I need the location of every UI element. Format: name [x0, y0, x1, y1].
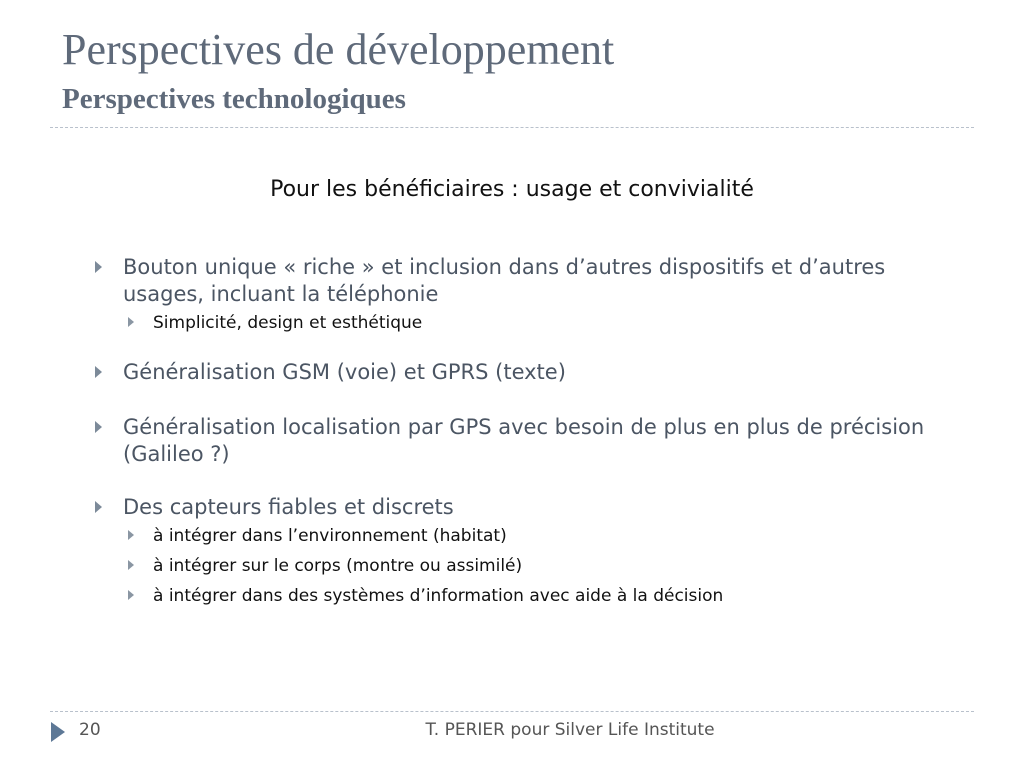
list-item-text: Généralisation localisation par GPS avec besoin de plus en plus de précision (Galileo ?) — [123, 415, 925, 466]
triangle-bullet-icon — [128, 590, 134, 600]
triangle-bullet-icon — [95, 501, 102, 513]
slide-title: Perspectives de développement — [62, 25, 615, 74]
triangle-bullet-icon — [128, 317, 134, 327]
list-item — [90, 414, 970, 468]
sub-list-item-text: à intégrer dans des systèmes d’information avec aide à la décision — [153, 586, 724, 606]
triangle-bullet-icon — [128, 560, 134, 570]
page-number: 20 — [79, 720, 101, 740]
list-item — [90, 254, 970, 308]
triangle-bullet-icon — [95, 421, 102, 433]
footer-text: T. PERIER pour Silver Life Institute — [425, 720, 715, 740]
section-heading: Pour les bénéficiaires : usage et convivialité — [270, 177, 754, 202]
list-item — [90, 494, 970, 521]
sub-list-item — [90, 521, 970, 551]
list-item — [90, 359, 970, 386]
sub-list-item-text: Simplicité, design et esthétique — [153, 313, 423, 333]
list-item-text: Des capteurs fiables et discrets — [123, 495, 454, 519]
list-item-text: Bouton unique « riche » et inclusion dans d’autres dispositifs et d’autres usages, incluant la téléphonie — [123, 255, 886, 306]
triangle-bullet-icon — [95, 366, 102, 378]
sub-list-item-text: à intégrer sur le corps (montre ou assimilé) — [153, 556, 523, 576]
list-item-text: Généralisation GSM (voie) et GPRS (texte) — [123, 360, 566, 384]
sub-list-item — [90, 581, 970, 611]
sub-list-item — [90, 308, 970, 338]
triangle-bullet-icon — [128, 530, 134, 540]
sub-list-item-text: à intégrer dans l’environnement (habitat) — [153, 526, 507, 546]
bullet-list — [90, 254, 970, 611]
title-divider — [50, 127, 974, 128]
triangle-bullet-icon — [95, 261, 102, 273]
footer-divider — [50, 711, 974, 712]
slide-subtitle: Perspectives technologiques — [62, 83, 406, 115]
sub-list-item — [90, 551, 970, 581]
